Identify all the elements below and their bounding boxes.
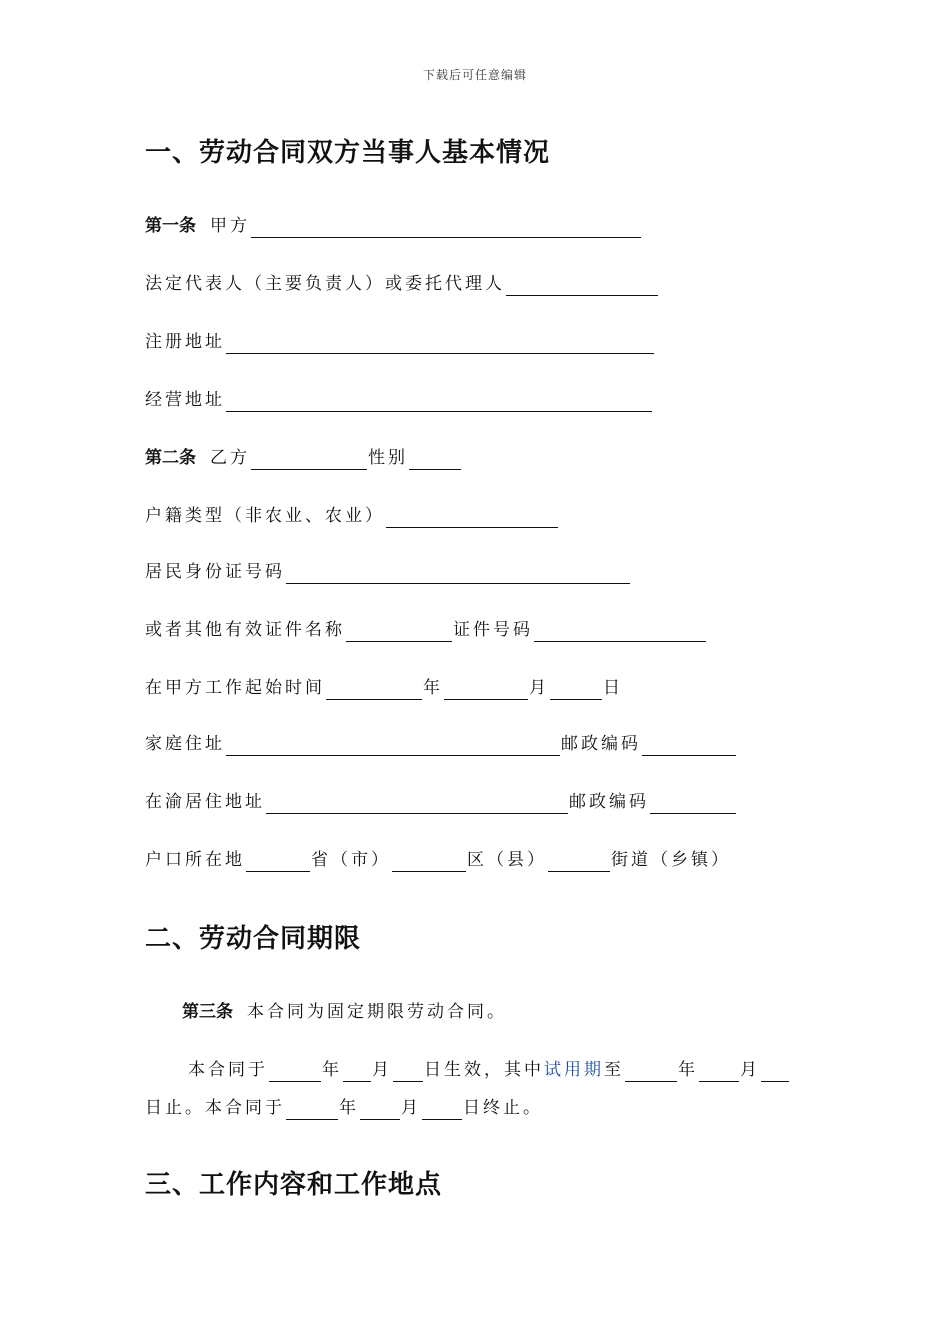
end-month-label: 月 [401,1098,421,1118]
end-month-field[interactable] [360,1101,400,1120]
id-number-label: 居民身份证号码 [145,562,285,582]
day-label: 日 [603,678,623,698]
id-number-field[interactable] [286,565,630,584]
to-label: 至 [604,1060,624,1080]
home-postcode-label: 邮政编码 [561,734,641,754]
reg-address-field[interactable] [226,335,654,354]
party-b-field[interactable] [251,451,367,470]
start-year-field[interactable] [326,681,422,700]
year-label: 年 [423,678,443,698]
household-type-row [145,504,559,528]
local-postcode-field[interactable] [650,795,736,814]
party-a-field[interactable] [251,219,641,238]
effective-month-label: 月 [372,1060,392,1080]
hukou-street-field[interactable] [548,853,610,872]
province-label: 省（市） [311,850,391,870]
local-address-row [145,790,737,814]
hukou-district-field[interactable] [392,853,466,872]
gender-field[interactable] [409,451,461,470]
end-day-field[interactable] [422,1101,462,1120]
household-type-field[interactable] [386,509,558,528]
probation-day-field[interactable] [761,1063,789,1082]
end-year-field[interactable] [286,1101,338,1120]
probation-end-text: 日止。本合同于 [145,1098,285,1118]
month-label: 月 [529,678,549,698]
party-b-label: 乙方 [210,448,250,468]
page-header-note: 下载后可任意编辑 [422,68,527,82]
probation-year-label: 年 [678,1060,698,1080]
cert-number-field[interactable] [534,623,706,642]
effective-year-field[interactable] [269,1063,321,1082]
start-day-field[interactable] [550,681,602,700]
contract-term-line-1 [188,1058,790,1082]
home-address-label: 家庭住址 [145,734,225,754]
reg-address-row [145,330,655,354]
local-address-label: 在渝居住地址 [145,792,265,812]
hukou-row [145,848,731,872]
end-year-label: 年 [339,1098,359,1118]
contract-start-label: 本合同于 [188,1060,268,1080]
effective-year-label: 年 [322,1060,342,1080]
article-3-label: 第三条 [182,1002,233,1022]
hukou-label: 户口所在地 [145,850,245,870]
contract-end-text: 日终止。 [463,1098,543,1118]
section-1-heading: 一、劳动合同双方当事人基本情况 [145,138,551,168]
contract-term-line-2 [145,1096,543,1120]
probation-month-field[interactable] [699,1063,739,1082]
probation-year-field[interactable] [625,1063,677,1082]
article-2-label: 第二条 [145,448,196,468]
reg-address-label: 注册地址 [145,332,225,352]
other-id-name-field[interactable] [346,623,452,642]
street-label: 街道（乡镇） [611,850,731,870]
local-address-field[interactable] [266,795,568,814]
start-time-row [145,676,623,700]
effective-day-field[interactable] [393,1063,423,1082]
probation-month-label: 月 [740,1060,760,1080]
home-postcode-field[interactable] [642,737,736,756]
legal-rep-label: 法定代表人（主要负责人）或委托代理人 [145,274,505,294]
section-3-heading: 三、工作内容和工作地点 [145,1170,443,1200]
article-1-party-a-row [145,214,642,238]
section-2-heading: 二、劳动合同期限 [145,924,362,954]
id-number-row [145,560,631,584]
district-label: 区（县） [467,850,547,870]
biz-address-label: 经营地址 [145,390,225,410]
cert-number-label: 证件号码 [453,620,533,640]
biz-address-row [145,388,653,412]
start-month-field[interactable] [444,681,528,700]
legal-rep-field[interactable] [506,277,658,296]
hukou-province-field[interactable] [246,853,310,872]
article-2-party-b-row [145,446,462,470]
home-address-field[interactable] [226,737,560,756]
article-3-text: 本合同为固定期限劳动合同。 [247,1002,507,1022]
other-id-name-label: 或者其他有效证件名称 [145,620,345,640]
article-1-label: 第一条 [145,216,196,236]
local-postcode-label: 邮政编码 [569,792,649,812]
start-time-label: 在甲方工作起始时间 [145,678,325,698]
home-address-row [145,732,737,756]
other-id-row [145,618,707,642]
article-3-row [182,1000,507,1024]
household-type-label: 户籍类型（非农业、农业） [145,506,385,526]
party-a-label: 甲方 [210,216,250,236]
effective-text: 日生效，其中 [424,1060,544,1080]
gender-label: 性别 [368,448,408,468]
effective-month-field[interactable] [343,1063,371,1082]
biz-address-field[interactable] [226,393,652,412]
legal-rep-row [145,272,659,296]
probation-link[interactable]: 试用期 [544,1060,604,1080]
